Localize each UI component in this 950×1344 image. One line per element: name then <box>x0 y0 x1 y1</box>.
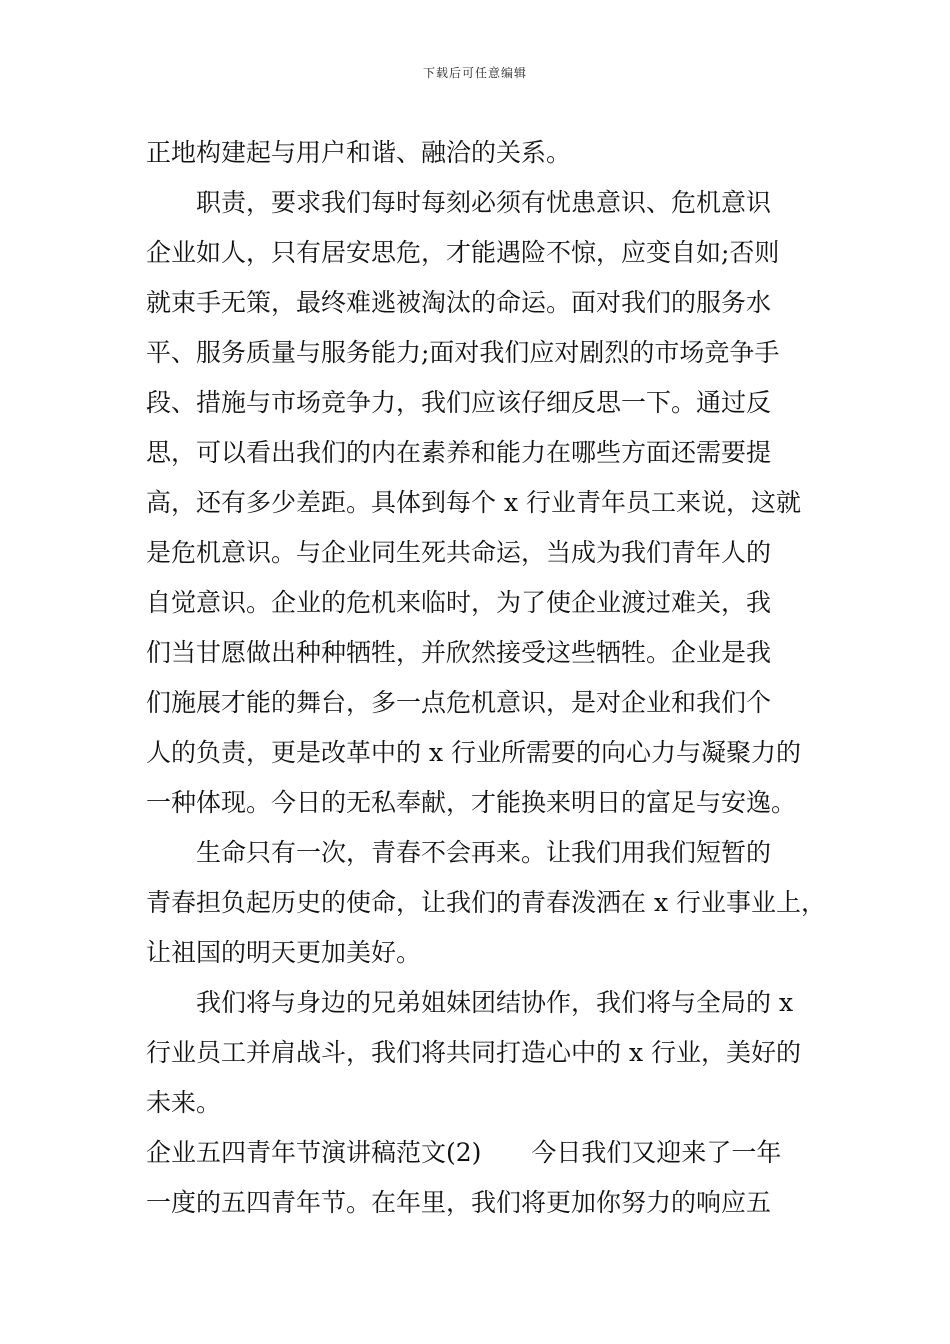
text-line: 是危机意识。与企业同生死共命运，当成为我们青年人的 <box>146 538 772 567</box>
text-line: 就束手无策，最终难逃被淘汰的命运。面对我们的服务水 <box>146 288 772 317</box>
text-line: 职责，要求我们每时每刻必须有忧患意识、危机意识 <box>196 188 772 217</box>
text-line: 企业五四青年节演讲稿范文(2) 今日我们又迎来了一年 <box>146 1138 782 1167</box>
text-line: 一种体现。今日的无私奉献，才能换来明日的富足与安逸。 <box>146 788 797 817</box>
document-body <box>146 128 826 1228</box>
text-line: 段、措施与市场竞争力，我们应该仔细反思一下。通过反 <box>146 388 772 417</box>
text-line: 自觉意识。企业的危机来临时，为了使企业渡过难关，我 <box>146 588 772 617</box>
text-line: 人的负责，更是改革中的 x 行业所需要的向心力与凝聚力的 <box>146 738 801 767</box>
text-line: 企业如人，只有居安思危，才能遇险不惊，应变自如;否则 <box>146 238 780 267</box>
text-line: 行业员工并肩战斗，我们将共同打造心中的 x 行业，美好的 <box>146 1038 801 1067</box>
text-line: 我们将与身边的兄弟姐妹团结协作，我们将与全局的 x <box>196 988 794 1017</box>
text-line: 们施展才能的舞台，多一点危机意识，是对企业和我们个 <box>146 688 772 717</box>
text-line: 高，还有多少差距。具体到每个 x 行业青年员工来说，这就 <box>146 488 801 517</box>
text-line: 让祖国的明天更加美好。 <box>146 938 422 967</box>
text-line: 正地构建起与用户和谐、融洽的关系。 <box>146 138 572 167</box>
text-line: 未来。 <box>146 1088 222 1117</box>
text-line: 一度的五四青年节。在年里，我们将更加你努力的响应五 <box>146 1188 772 1217</box>
text-line: 思，可以看出我们的内在素养和能力在哪些方面还需要提 <box>146 438 772 467</box>
page-header: 下载后可任意编辑 <box>422 66 527 80</box>
text-line: 青春担负起历史的使命，让我们的青春泼洒在 x 行业事业上， <box>146 888 826 917</box>
text-line: 平、服务质量与服务能力;面对我们应对剧烈的市场竞争手 <box>146 338 780 367</box>
text-line: 们当甘愿做出种种牺牲，并欣然接受这些牺牲。企业是我 <box>146 638 772 667</box>
text-line: 生命只有一次，青春不会再来。让我们用我们短暂的 <box>196 838 772 867</box>
